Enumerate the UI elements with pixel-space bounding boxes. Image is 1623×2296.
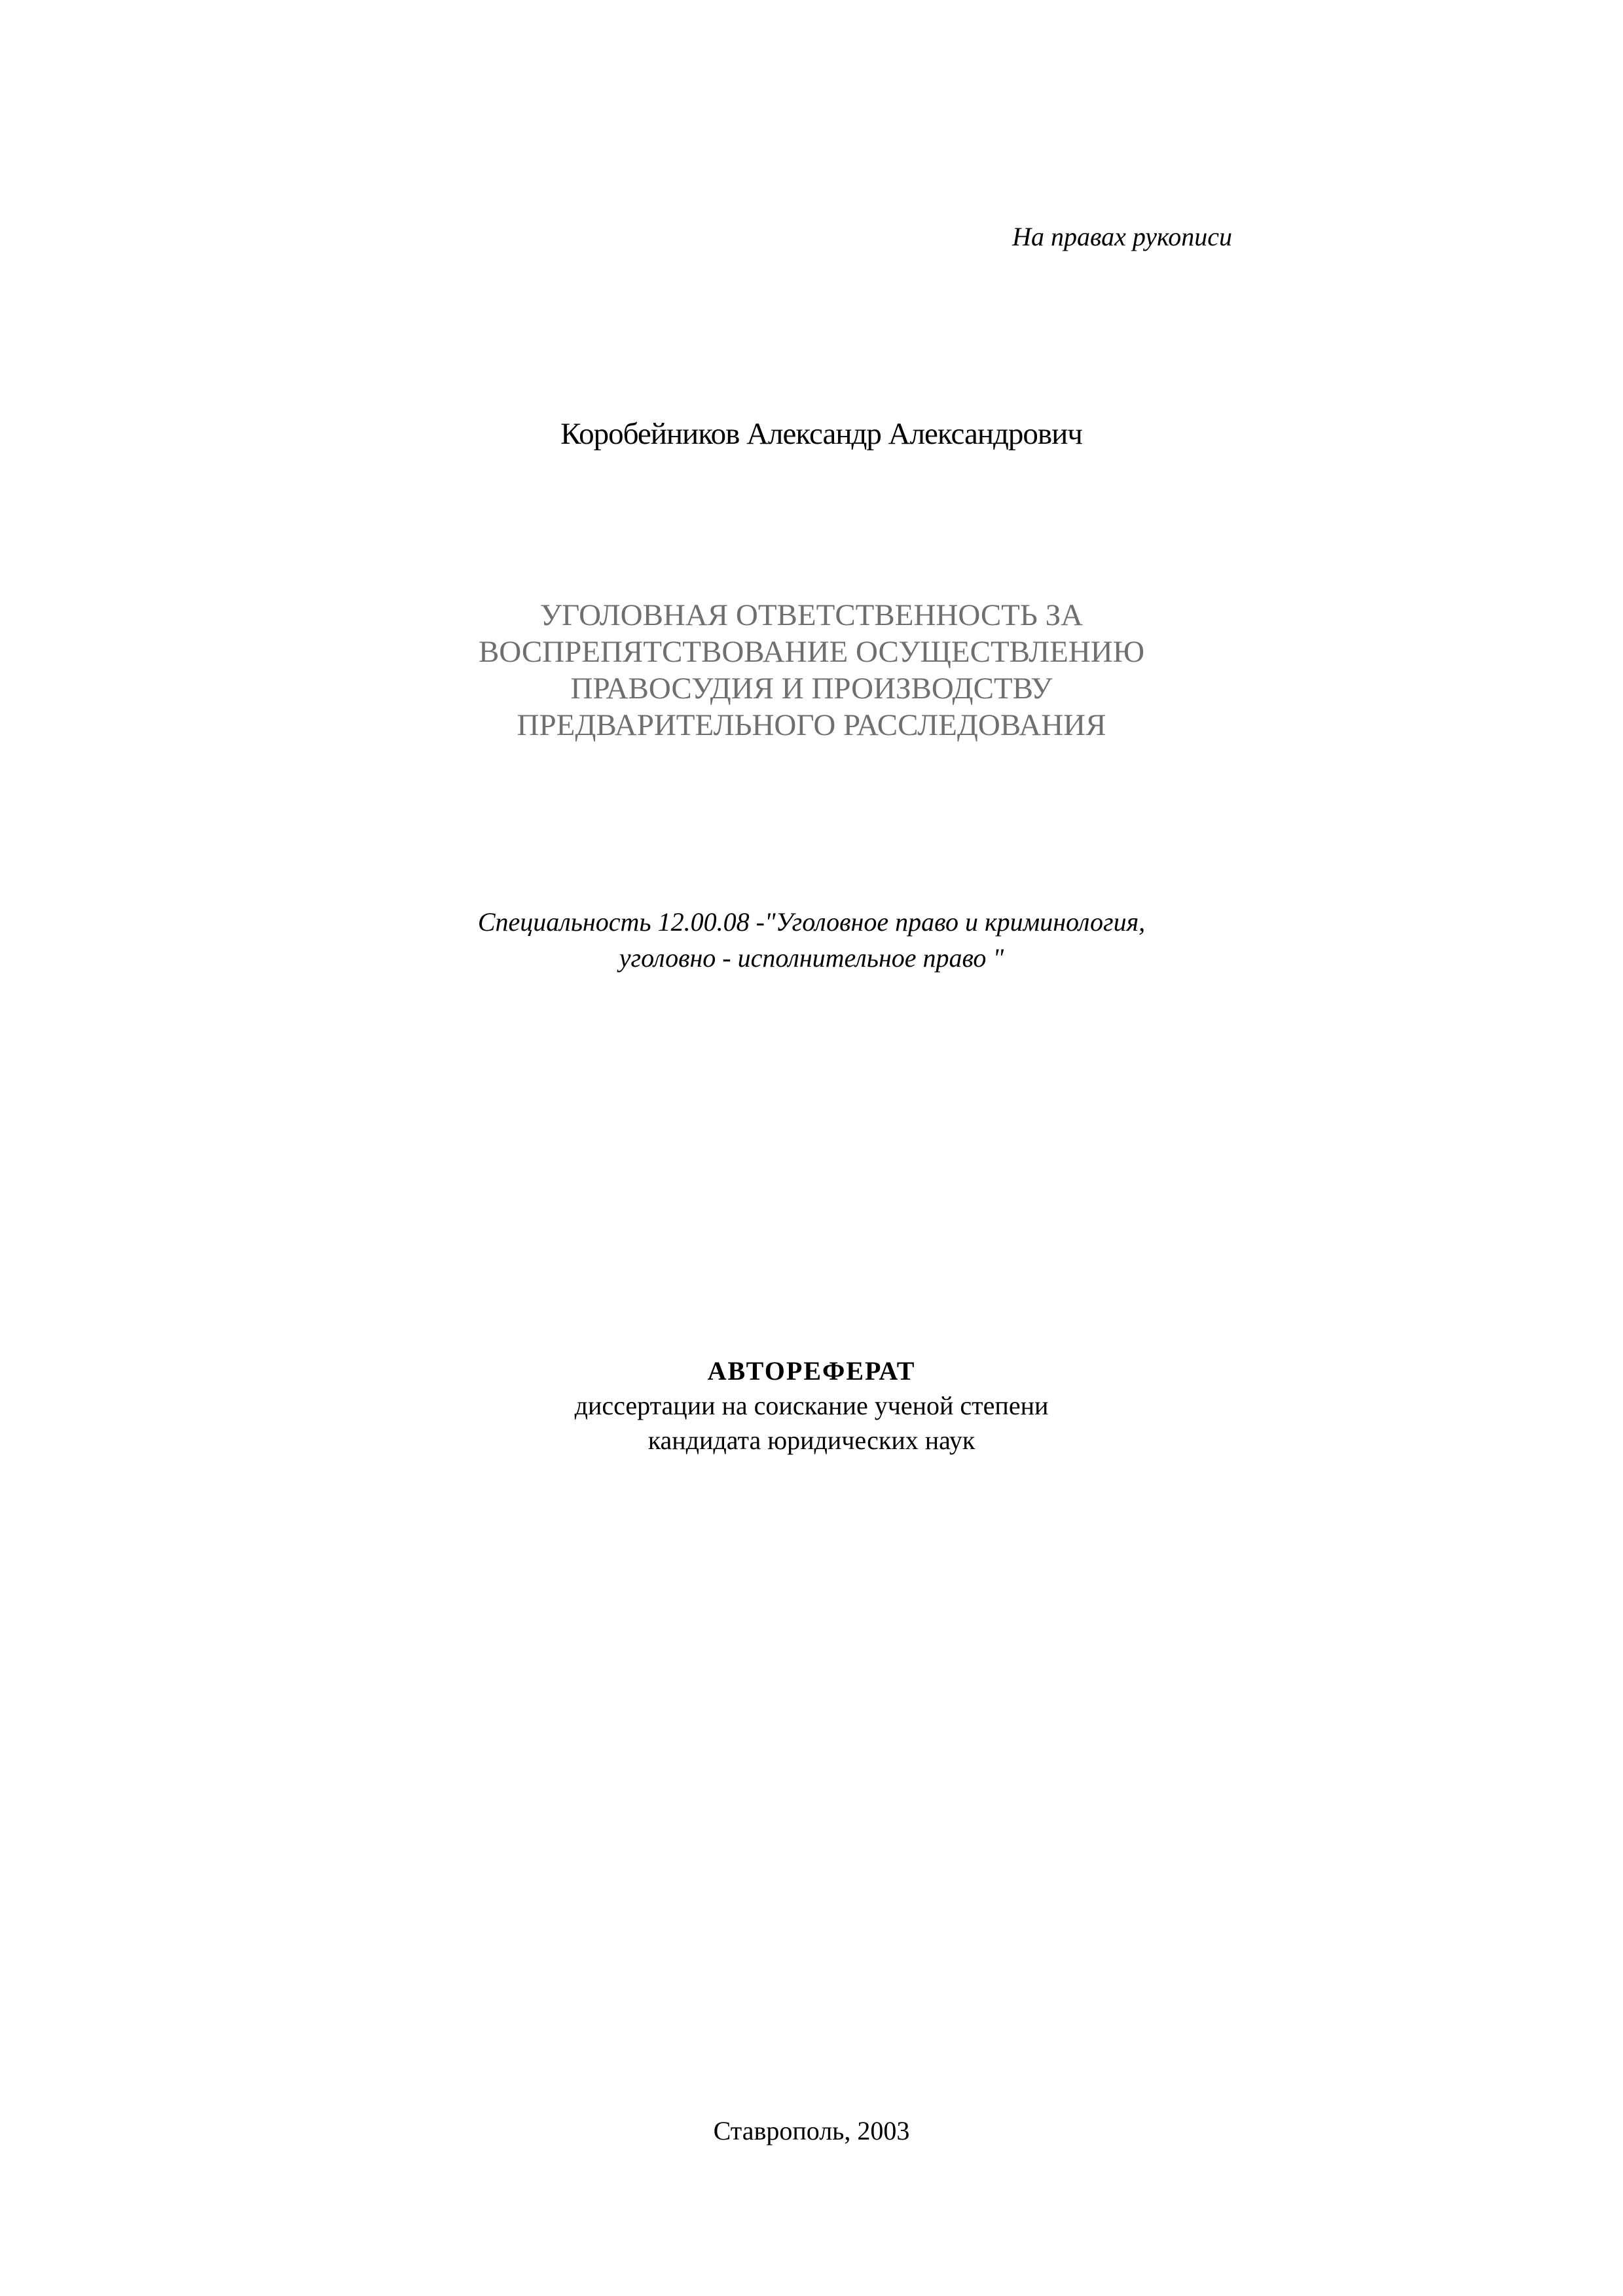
- title-line: УГОЛОВНАЯ ОТВЕТСТВЕННОСТЬ ЗА: [539, 598, 1084, 632]
- title-line: ПРЕДВАРИТЕЛЬНОГО РАССЛЕДОВАНИЯ: [517, 708, 1106, 742]
- author-name: Коробейников Александр Александрович: [560, 417, 1082, 451]
- place-and-year: Ставрополь, 2003: [713, 2116, 910, 2145]
- abstract-heading: АВТОРЕФЕРАТ: [707, 1356, 916, 1386]
- abstract-block: [0, 1354, 1623, 1458]
- title-line: ВОСПРЕПЯТСТВОВАНИЕ ОСУЩЕСТВЛЕНИЮ: [478, 635, 1145, 669]
- rights-note: На правах рукописи: [1012, 222, 1232, 251]
- specialty-line: Специальность 12.00.08 -"Уголовное право и криминология,: [477, 907, 1146, 937]
- abstract-line: кандидата юридических наук: [647, 1426, 976, 1455]
- abstract-line: диссертации на соискание ученой степени: [574, 1391, 1049, 1420]
- specialty-block: [0, 904, 1623, 976]
- dissertation-title: [0, 597, 1623, 744]
- specialty-line: уголовно - исполнительное право ": [619, 943, 1004, 973]
- title-line: ПРАВОСУДИЯ И ПРОИЗВОДСТВУ: [570, 672, 1053, 706]
